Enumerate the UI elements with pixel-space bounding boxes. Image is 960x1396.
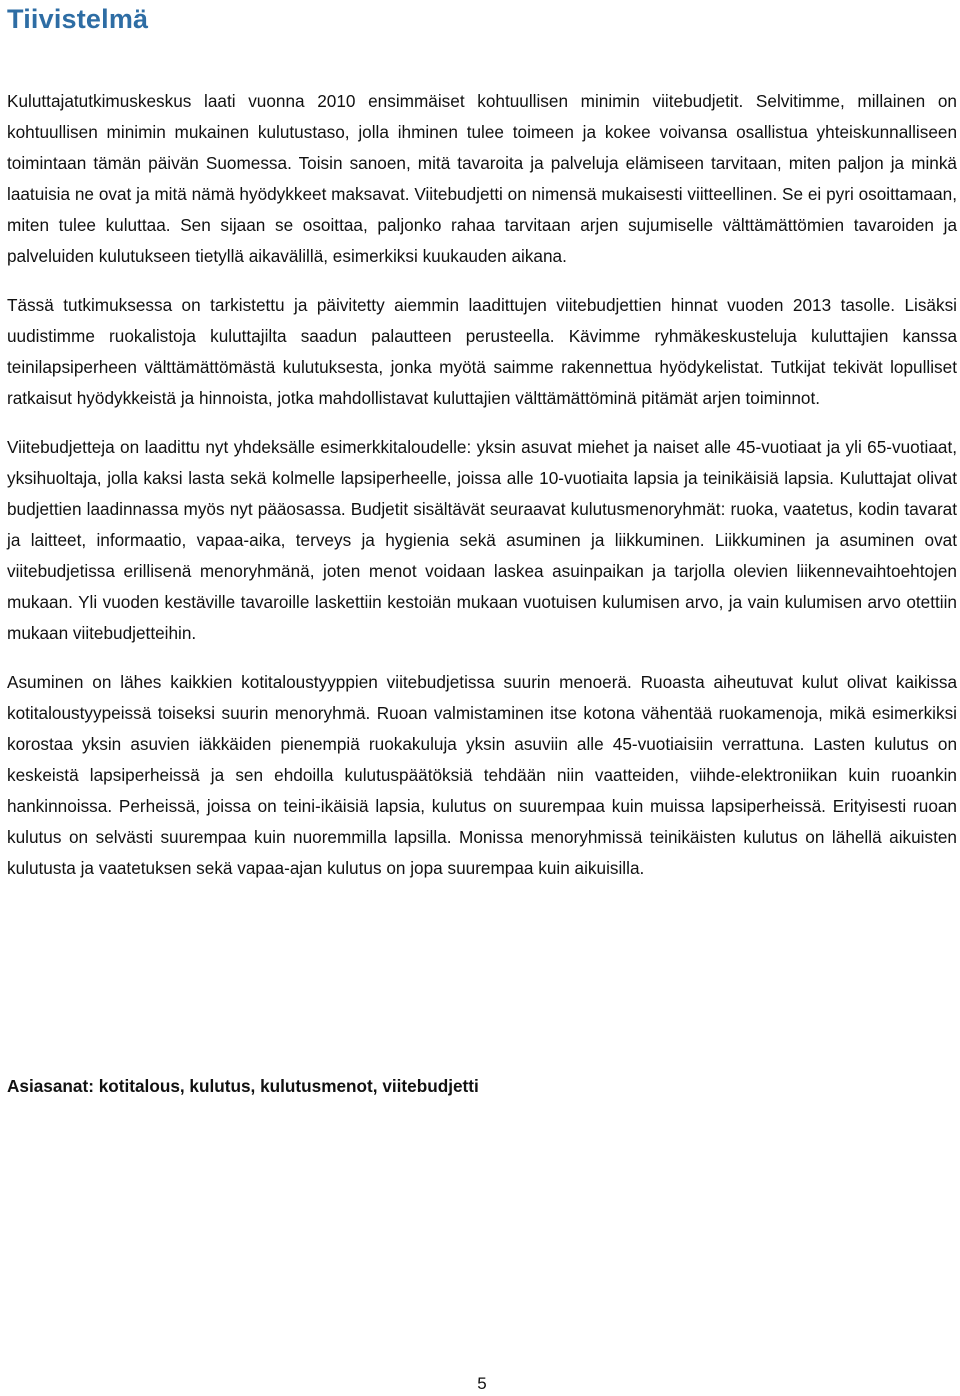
paragraph-4: Asuminen on lähes kaikkien kotitaloustyyppien viitebudjetissa suurin menoerä. Ruoasta aiheutuvat kulut olivat kaikissa kotitaloustyypeissä toiseksi suurin menoryhmä. Ruoan valmistaminen itse kotona vähentää ruokamenoja, mikä esimerkiksi korostaa yksin asuvien iäkkäiden pienempiä ruokakuluja yksin asuviin alle 45-vuotiaisiin verrattuna. Lasten kulutus on keskeistä lapsiperheissä ja sen ehdoilla kulutuspäätöksiä tehdään niin vaatteiden, viihde-elektroniikan kuin ruoankin hankinnoissa. Perheissä, joissa on teini-ikäisiä lapsia, kulutus on suurempaa kuin muissa lapsiperheissä. Erityisesti ruoan kulutus on selvästi suurempaa kuin nuoremmilla lapsilla. Monissa menoryhmissä teinikäisten kulutus on lähellä aikuisten kulutusta ja vaatetuksen sekä vapaa-ajan kulutus on jopa suurempaa kuin aikuisilla. [7,672,957,878]
page-number: 5 [477,1374,487,1393]
paragraph-1: Kuluttajatutkimuskeskus laati vuonna 2010 ensimmäiset kohtuullisen minimin viitebudjetit. Selvitimme, millainen on kohtuullisen minimin mukainen kulutustaso, jolla ihminen tulee toimeen ja kokee voivansa osallistua yhteiskunnalliseen toimintaan tämän päivän Suomessa. Toisin sanoen, mitä tavaroita ja palveluja elämiseen tarvitaan, miten paljon ja minkä laatuisia ne ovat ja mitä nämä hyödykkeet maksavat. Viitebudjetti on nimensä mukaisesti viitteellinen. Se ei pyri osoittamaan, miten tulee kuluttaa. Sen sijaan se osoittaa, paljonko rahaa tarvitaan arjen sujumiselle välttämättömien tavaroiden ja palveluiden kulutukseen tietyllä aikavälillä, esimerkiksi kuukauden aikana. [7,91,957,266]
abstract-body [7,86,957,902]
paragraph-2: Tässä tutkimuksessa on tarkistettu ja päivitetty aiemmin laadittujen viitebudjettien hinnat vuoden 2013 tasolle. Lisäksi uudistimme ruokalistoja kuluttajilta saadun palautteen perusteella. Kävimme ryhmäkeskusteluja kuluttajien kanssa teinilapsiperheen välttämättömästä kulutuksesta, jonka myötä saimme rakennettua hyödykelistat. Tutkijat tekivät lopulliset ratkaisut hyödykkeistä ja hinnoista, jotka mahdollistavat kuluttajien välttämättöminä pitämät arjen toiminnot. [7,295,957,408]
keywords-line: Asiasanat: kotitalous, kulutus, kulutusmenot, viitebudjetti [7,1076,479,1096]
page-title: Tiivistelmä [7,4,149,34]
paragraph-3: Viitebudjetteja on laadittu nyt yhdeksälle esimerkkitaloudelle: yksin asuvat miehet ja naiset alle 45-vuotiaat ja yli 65-vuotiaat, yksihuoltaja, jolla kaksi lasta sekä kolmelle lapsiperheelle, joissa alle 10-vuotiaita lapsia ja teinikäisiä lapsia. Kuluttajat olivat budjettien laadinnassa myös nyt pääosassa. Budjetit sisältävät seuraavat kulutusmenoryhmät: ruoka, vaatetus, kodin tavarat ja laitteet, informaatio, vapaa-aika, terveys ja hygienia sekä asuminen ja liikkuminen. Liikkuminen ja asuminen ovat viitebudjetissa erillisenä menoryhmänä, joten menot voidaan laskea asuinpaikan ja tarjolla olevien liikennevaihtoehtojen mukaan. Yli vuoden kestäville tavaroille laskettiin kestoiän mukaan vuotuisen kulumisen arvo, ja vain kulumisen arvo otettiin mukaan viitebudjetteihin. [7,437,957,643]
